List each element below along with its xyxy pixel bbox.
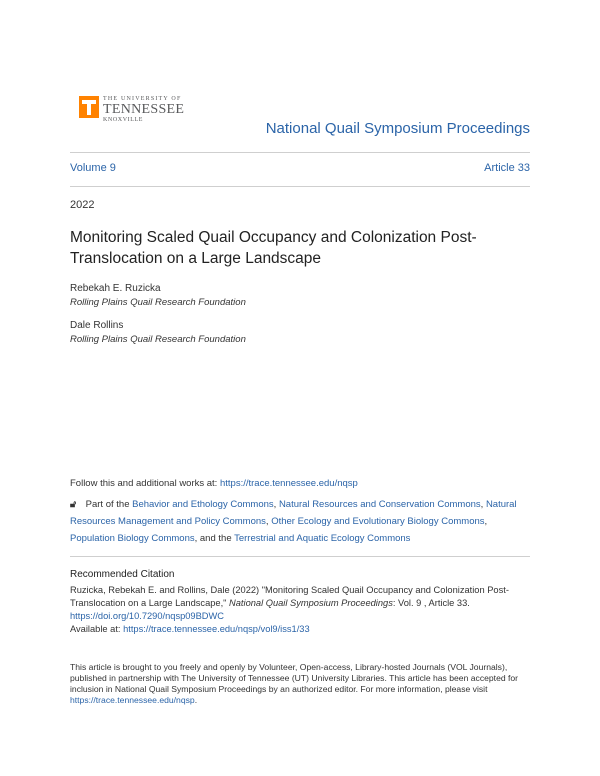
divider [70,186,530,187]
citation-heading: Recommended Citation [70,569,175,580]
footer-end: . [194,695,198,705]
citation-text: Ruzicka, Rebekah E. and Rollins, Dale (2022) "Monitoring Scaled Quail Occupancy and Colonization Post-Translocation on a Large Landscape," [70,585,509,608]
commons-link-behavior-ethology[interactable]: Behavior and Ethology Commons [132,499,274,510]
publication-year: 2022 [70,199,95,211]
author-affiliation: Rolling Plains Quail Research Foundation [70,297,246,308]
volume-link[interactable]: Volume 9 [70,162,116,174]
author-name: Dale Rollins [70,320,124,331]
author-block [70,319,246,347]
author-affiliation: Rolling Plains Quail Research Foundation [70,334,246,345]
author-name: Rebekah E. Ruzicka [70,283,161,294]
separator: , [484,516,488,527]
open-access-icon: 🔓︎ [70,499,77,510]
commons-link-other-ecology[interactable]: Other Ecology and Evolutionary Biology Commons [271,516,485,527]
separator: , [480,499,486,510]
divider [70,556,530,557]
commons-link-natural-resources-conservation[interactable]: Natural Resources and Conservation Commons [278,499,481,510]
commons-link-terrestrial-aquatic[interactable]: Terrestrial and Aquatic Ecology Commons [234,533,411,544]
part-of-prefix: Part of the [85,499,133,510]
university-logo [79,96,189,126]
footer-notice [70,662,532,706]
available-label: Available at: [70,624,124,634]
commons-link-population-biology[interactable]: Population Biology Commons [70,533,195,544]
logo-line-3: KNOXVILLE [103,117,144,123]
article-number-link[interactable]: Article 33 [484,162,530,174]
footer-link[interactable]: https://trace.tennessee.edu/nqsp [70,695,195,705]
issue-row [70,162,530,174]
citation-journal: National Quail Symposium Proceedings [229,598,393,608]
follow-line [70,478,358,489]
divider [70,152,530,153]
article-title: Monitoring Scaled Quail Occupancy and Colonization Post-Translocation on a Large Landscape [70,229,477,267]
commons-link-natural-resources-management[interactable]: Natural Resources Management and Policy Commons [70,499,517,527]
footer-text: This article is brought to you freely and openly by Volunteer, Open-access, Library-hosted Journals (VOL Journals), published in partnership with The University of Tennessee (UT) University Libraries. This article has been accepted for inclusion in National Quail Symposium Proceedings by an authorized editor. For more information, please visit [70,662,519,694]
doi-link[interactable]: https://doi.org/10.7290/nqsp09BDWC [70,611,225,621]
logo-wordmark [103,96,189,124]
part-of-commons [70,496,532,547]
power-t-icon [79,96,99,118]
follow-text: Follow this and additional works at: [70,478,220,489]
logo-line-1: THE UNIVERSITY OF [103,96,182,102]
logo-line-2: TENNESSEE [103,102,185,117]
follow-link[interactable]: https://trace.tennessee.edu/nqsp [219,478,358,489]
separator: , [273,499,279,510]
citation-volume: : Vol. 9 , Article 33. [392,598,470,608]
citation-block [70,584,532,636]
separator: , [265,516,272,527]
and-the: , and the [194,533,235,544]
available-link[interactable]: https://trace.tennessee.edu/nqsp/vol9/iss1/33 [123,624,310,634]
journal-title-link[interactable]: National Quail Symposium Proceedings [265,120,530,137]
author-block [70,282,246,310]
